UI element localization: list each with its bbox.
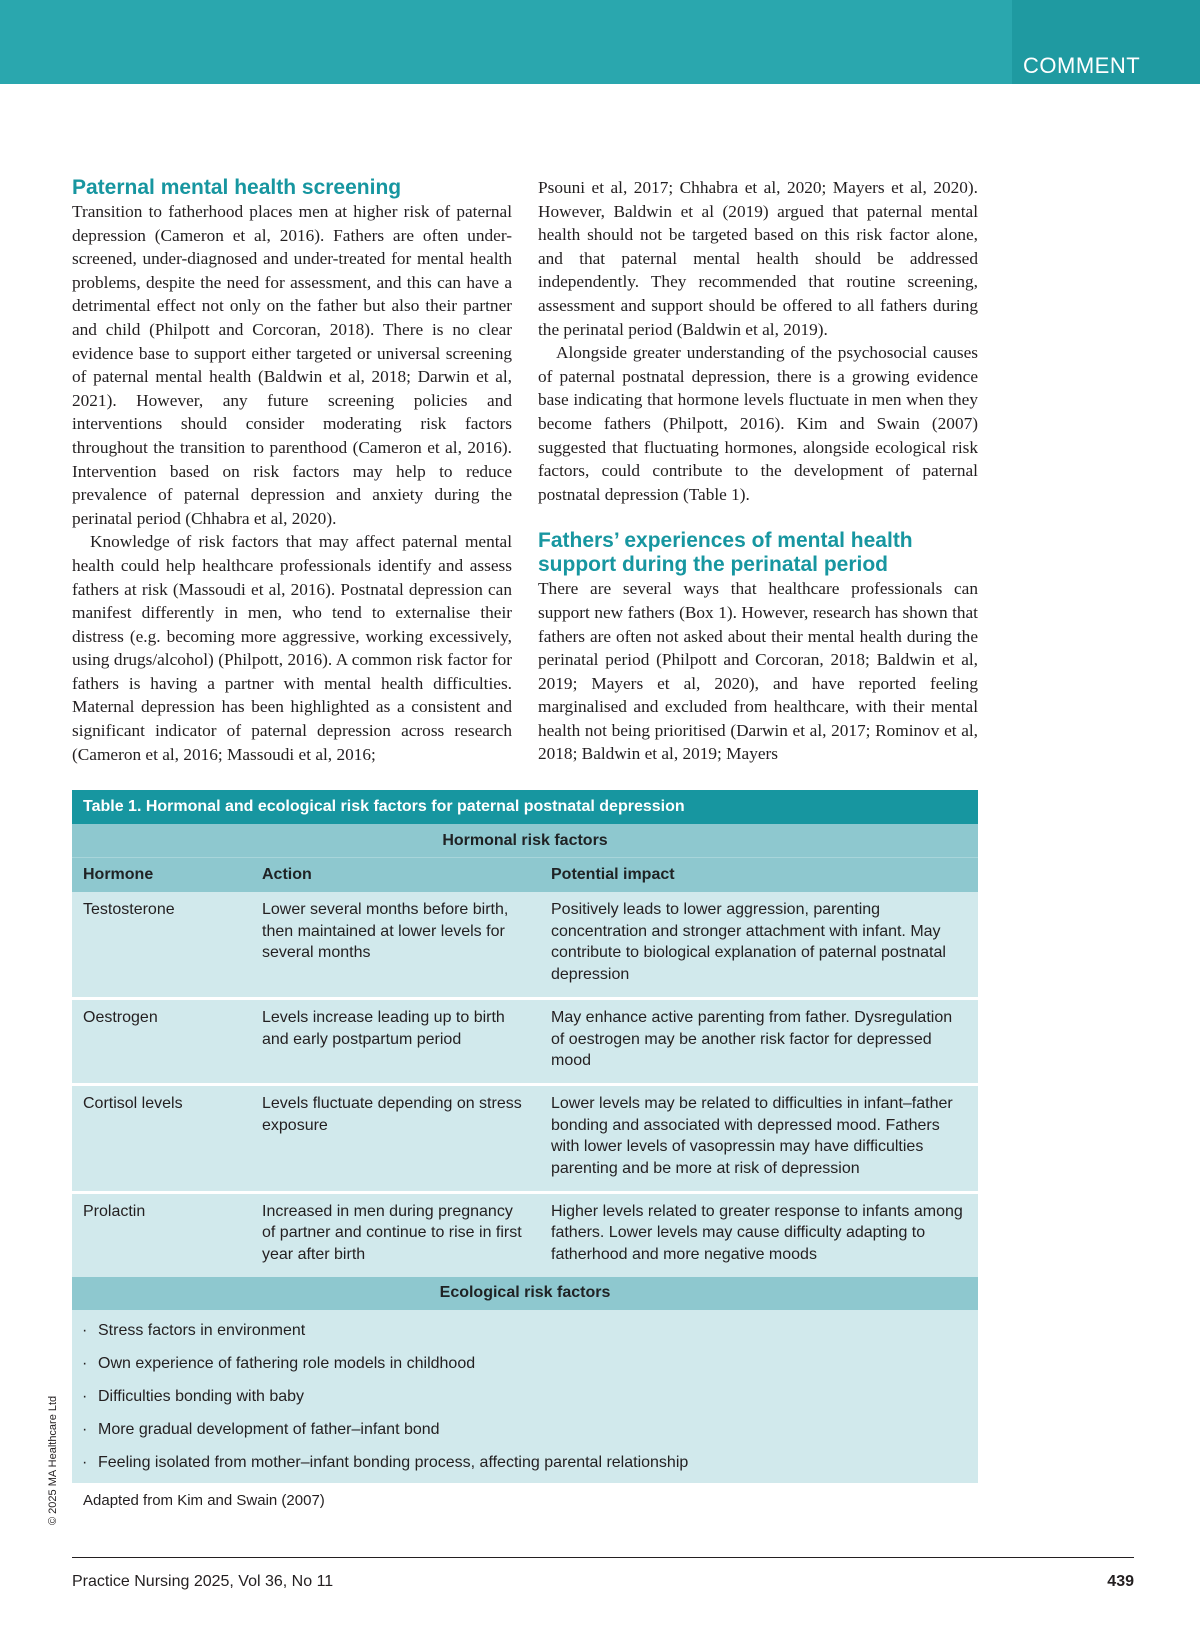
list-item-text: Stress factors in environment	[98, 1321, 306, 1339]
paragraph: Psouni et al, 2017; Chhabra et al, 2020; Mayers et al, 2020). However, Baldwin et al (2019) argued that paternal mental health should not be targeted based on this risk factor alone, and that paternal mental health should be addressed independently. They recommended that routine screening, assessment and support should be offered to all fathers during the perinatal period (Baldwin et al, 2019).	[538, 178, 978, 339]
table-section-ecological: Ecological risk factors	[72, 1277, 978, 1310]
paragraph: Transition to fatherhood places men at higher risk of paternal depression (Cameron et al, 2016). Fathers are often under-screened, under-diagnosed and under-treated for mental health problems, despite the need for assessment, and this can have a detrimental effect not only on the father but also their partner and child (Philpott and Corcoran, 2018). There is no clear evidence base to support either targeted or universal screening of paternal mental health (Baldwin et al, 2018; Darwin et al, 2021). However, any future screening policies and interventions should consider moderating risk factors throughout the transition to parenthood (Cameron et al, 2016). Intervention based on risk factors may help to reduce prevalence of paternal depression and anxiety during the perinatal period (Chhabra et al, 2020).	[72, 202, 512, 528]
cell-hormone: Testosterone	[72, 892, 251, 998]
left-column	[72, 176, 512, 766]
table-row	[72, 1084, 978, 1192]
paragraph: Knowledge of risk factors that may affect paternal mental health could help healthcare professionals identify and assess fathers at risk (Massoudi et al, 2016). Postnatal depression can manifest differently in men, who tend to externalise their distress (e.g. becoming more aggressive, working excessively, using drugs/alcohol) (Philpott, 2016). A common risk factor for fathers is having a partner with mental health difficulties. Maternal depression has been highlighted as a consistent and significant indicator of paternal depression across research (Cameron et al, 2016; Massoudi et al, 2016;	[72, 532, 512, 764]
footer-divider	[72, 1557, 1134, 1558]
risk-factors-table-block	[72, 790, 978, 1509]
cell-impact: Higher levels related to greater response to infants among fathers. Lower levels may cause difficulty adapting to fatherhood and more negative moods	[540, 1192, 978, 1277]
risk-factors-table	[72, 790, 978, 1483]
cell-action: Levels increase leading up to birth and early postpartum period	[251, 998, 540, 1084]
column-header-hormone: Hormone	[72, 858, 251, 893]
table-row	[72, 892, 978, 998]
cell-action: Lower several months before birth, then maintained at lower levels for several months	[251, 892, 540, 998]
bullet-glyph: ·	[82, 1354, 88, 1372]
ecological-list	[82, 1314, 968, 1479]
cell-hormone: Prolactin	[72, 1192, 251, 1277]
list-item	[82, 1347, 968, 1380]
table-row	[72, 998, 978, 1084]
list-item-text: Feeling isolated from mother–infant bonding process, affecting parental relationship	[98, 1453, 689, 1471]
cell-hormone: Oestrogen	[72, 998, 251, 1084]
page-number: 439	[1107, 1573, 1134, 1590]
cell-impact: Positively leads to lower aggression, parenting concentration and stronger attachment with infant. May contribute to biological explanation of paternal postnatal depression	[540, 892, 978, 998]
ecological-list-cell	[72, 1310, 978, 1483]
table-title: Table 1. Hormonal and ecological risk factors for paternal postnatal depression	[72, 790, 978, 824]
cell-action: Levels fluctuate depending on stress exposure	[251, 1084, 540, 1192]
bullet-glyph: ·	[82, 1453, 88, 1471]
list-item-text: More gradual development of father–infant bond	[98, 1420, 440, 1438]
list-item	[82, 1314, 968, 1347]
section-label: COMMENT	[1023, 53, 1141, 78]
footer-journal-citation: Practice Nursing 2025, Vol 36, No 11	[72, 1573, 334, 1590]
table-source: Adapted from Kim and Swain (2007)	[83, 1491, 325, 1509]
bullet-glyph: ·	[82, 1420, 88, 1438]
table-row	[72, 1192, 978, 1277]
section-heading-screening: Paternal mental health screening	[72, 176, 402, 199]
table-section-hormonal: Hormonal risk factors	[72, 824, 978, 858]
list-item	[82, 1380, 968, 1413]
section-heading-experiences: Fathers’ experiences of mental health support during the perinatal period	[538, 529, 913, 577]
bullet-glyph: ·	[82, 1321, 88, 1339]
paragraph: Alongside greater understanding of the psychosocial causes of paternal postnatal depression, there is a growing evidence base indicating that hormone levels fluctuate in men when they become fathers (Philpott, 2016). Kim and Swain (2007) suggested that fluctuating hormones, alongside ecological risk factors, could contribute to the development of paternal postnatal depression (Table 1).	[538, 343, 978, 504]
right-column	[538, 176, 978, 766]
column-header-action: Action	[251, 858, 540, 893]
column-header-impact: Potential impact	[540, 858, 978, 893]
list-item	[82, 1446, 968, 1479]
list-item-text: Own experience of fathering role models in childhood	[98, 1354, 476, 1372]
cell-impact: May enhance active parenting from father. Dysregulation of oestrogen may be another risk factor for depressed mood	[540, 998, 978, 1084]
bullet-glyph: ·	[82, 1387, 88, 1405]
paragraph: There are several ways that healthcare professionals can support new fathers (Box 1). However, research has shown that fathers are often not asked about their mental health during the perinatal period (Philpott and Corcoran, 2018; Baldwin et al, 2019; Mayers et al, 2020), and have reported feeling marginalised and excluded from healthcare, with their mental health not being prioritised (Darwin et al, 2017; Rominov et al, 2018; Baldwin et al, 2019; Mayers	[538, 579, 978, 764]
cell-action: Increased in men during pregnancy of partner and continue to rise in first year after birth	[251, 1192, 540, 1277]
list-item	[82, 1413, 968, 1446]
cell-hormone: Cortisol levels	[72, 1084, 251, 1192]
list-item-text: Difficulties bonding with baby	[98, 1387, 305, 1405]
cell-impact: Lower levels may be related to difficulties in infant–father bonding and associated with depressed mood. Fathers with lower levels of vasopressin may have difficulties parenting and be more at risk of depression	[540, 1084, 978, 1192]
copyright-notice: © 2025 MA Healthcare Ltd	[47, 1395, 59, 1525]
